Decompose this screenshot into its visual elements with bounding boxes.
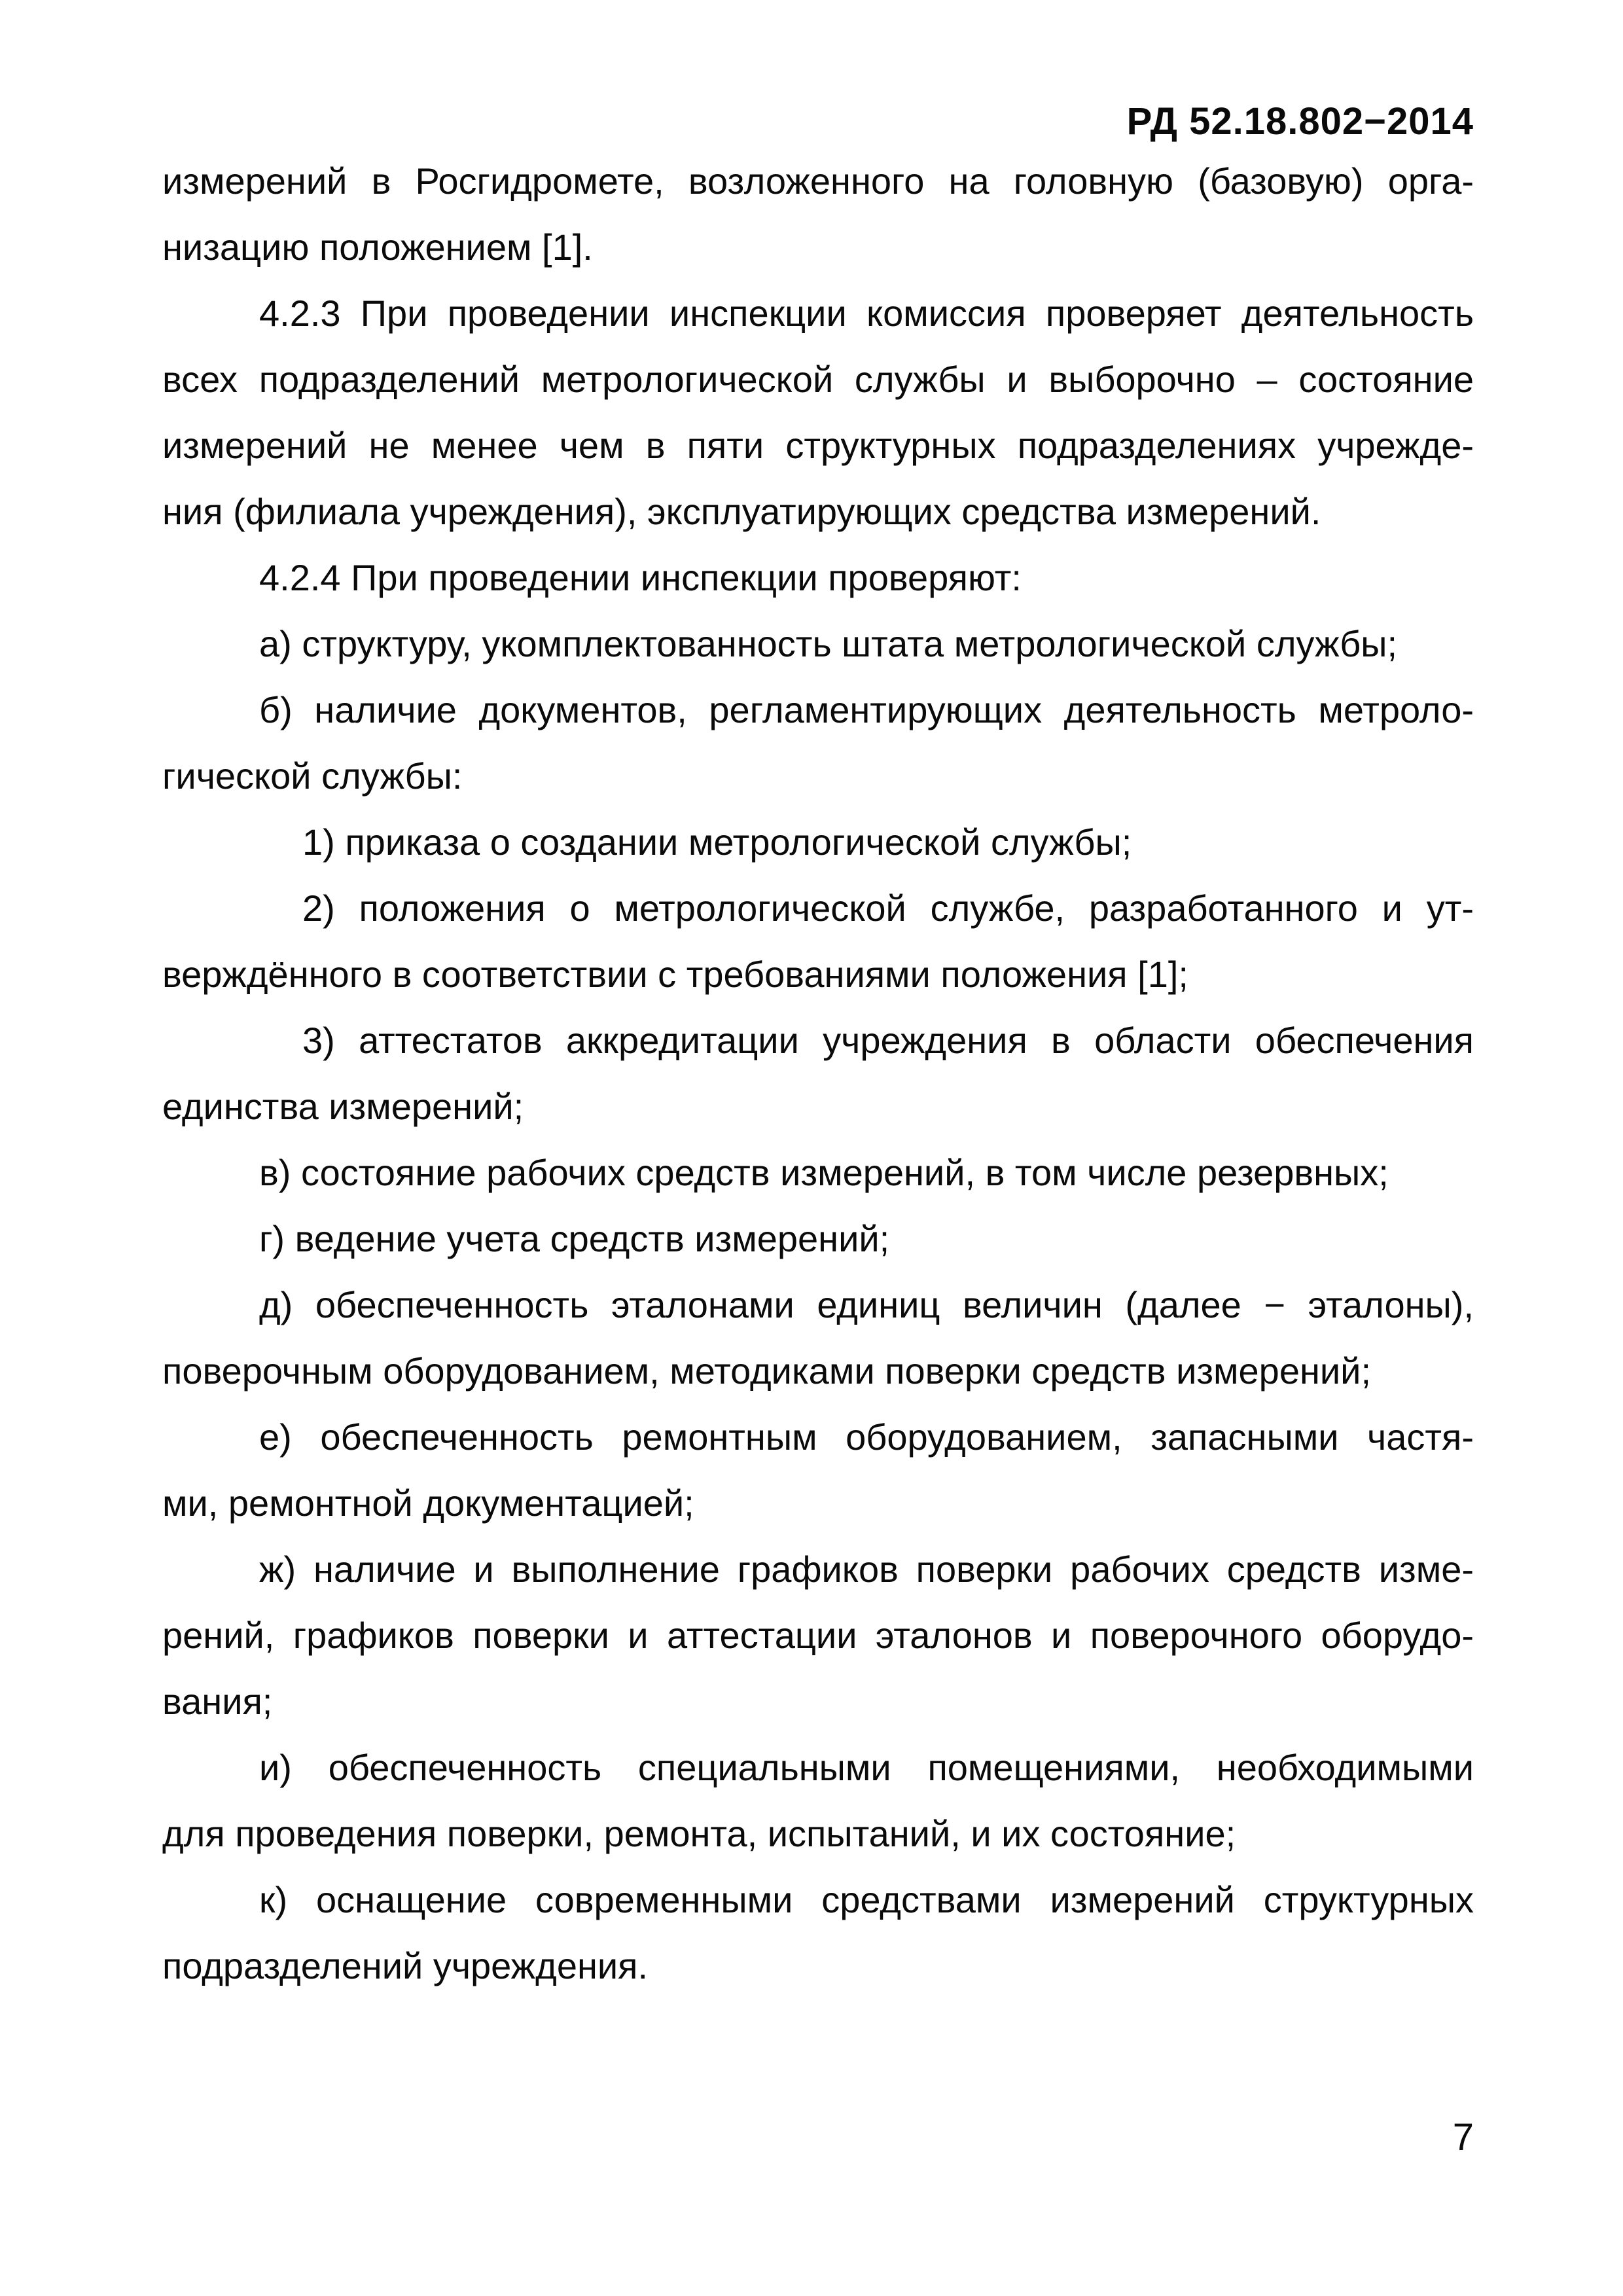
text-line: б) наличие документов, регламентирующих деятельность метроло- (259, 689, 1474, 730)
text-line: 1) приказа о создании метрологической службы; (302, 821, 1132, 863)
text-line: в) состояние рабочих средств измерений, в том числе резервных; (259, 1152, 1389, 1193)
document-code-header: РД 52.18.802−2014 (1126, 100, 1474, 143)
text-line: гической службы: (162, 755, 463, 797)
page-number: 7 (1452, 2116, 1474, 2159)
text-line: г) ведение учета средств измерений; (259, 1218, 890, 1259)
text-line: измерений в Росгидромете, возложенного на головную (базовую) орга- (162, 160, 1474, 202)
text-line: и) обеспеченность специальными помещениями, необходимыми (259, 1747, 1474, 1788)
text-line: для проведения поверки, ремонта, испытаний, и их состояние; (162, 1813, 1236, 1854)
text-line: к) оснащение современными средствами измерений структурных (259, 1879, 1474, 1920)
text-line: всех подразделений метрологической службы и выборочно – состояние (162, 359, 1474, 400)
text-line: поверочным оборудованием, методиками поверки средств измерений; (162, 1350, 1372, 1391)
text-line: 2) положения о метрологической службе, разработанного и ут- (302, 888, 1474, 929)
text-line: измерений не менее чем в пяти структурных подразделениях учрежде- (162, 425, 1474, 466)
text-line: е) обеспеченность ремонтным оборудованием, запасными частя- (259, 1416, 1474, 1458)
text-line: единства измерений; (162, 1086, 524, 1127)
text-line: а) структуру, укомплектованность штата метрологической службы; (259, 623, 1398, 664)
text-line: 3) аттестатов аккредитации учреждения в области обеспечения (302, 1020, 1474, 1061)
text-line: 4.2.4 При проведении инспекции проверяют: (259, 557, 1022, 598)
text-line: рений, графиков поверки и аттестации эталонов и поверочного оборудо- (162, 1615, 1474, 1656)
text-line: 4.2.3 При проведении инспекции комиссия проверяет деятельность (259, 293, 1474, 334)
text-line: верждённого в соответствии с требованиями положения [1]; (162, 954, 1188, 995)
text-line: низацию положением [1]. (162, 226, 593, 268)
text-line: ж) наличие и выполнение графиков поверки рабочих средств изме- (259, 1549, 1474, 1590)
text-line: ния (филиала учреждения), эксплуатирующих средства измерений. (162, 491, 1321, 532)
text-line: д) обеспеченность эталонами единиц величин (далее − эталоны), (259, 1284, 1474, 1325)
document-body (162, 148, 1474, 1999)
text-line: ми, ремонтной документацией; (162, 1482, 694, 1524)
text-line: вания; (162, 1681, 273, 1722)
text-line: подразделений учреждения. (162, 1945, 649, 1986)
